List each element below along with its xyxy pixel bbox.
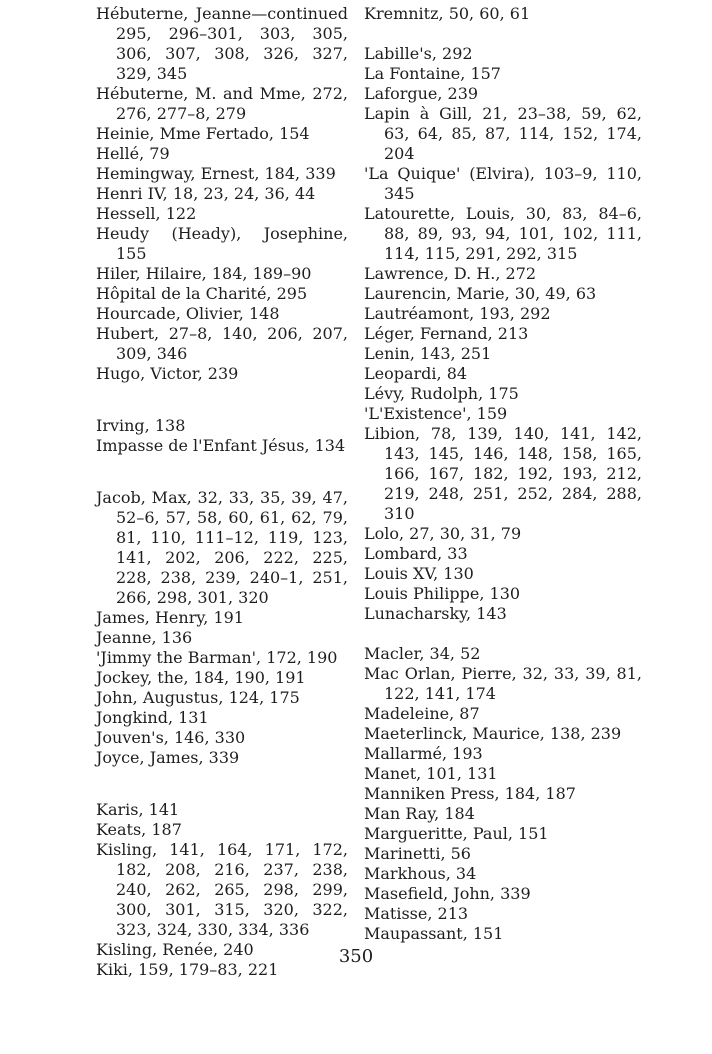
index-entry: Hébuterne, M. and Mme, 272, 276, 277–8, 279 [96,84,348,123]
index-entry: Hébuterne, Jeanne—continued 295, 296–301, 303, 305, 306, 307, 308, 326, 327, 329, 345 [96,4,348,83]
index-entry: Leopardi, 84 [364,364,468,383]
index-entry: Maupassant, 151 [364,924,504,943]
index-entry: Labille's, 292 [364,44,473,63]
index-entry: Hellé, 79 [96,144,170,163]
index-entry: Lautréamont, 193, 292 [364,304,551,323]
index-entry: Manniken Press, 184, 187 [364,784,576,803]
section-gap [364,624,642,644]
index-entry: Mac Orlan, Pierre, 32, 33, 39, 81, 122, 141, 174 [364,664,642,703]
index-entry: Jacob, Max, 32, 33, 35, 39, 47, 52–6, 57, 58, 60, 61, 62, 79, 81, 110, 111–12, 119, 123, 141, 202, 206, 222, 225, 228, 238, 239, 240–1, 251, 266, 298, 301, 320 [96,488,348,607]
index-entry: Marinetti, 56 [364,844,471,863]
index-entry: Jockey, the, 184, 190, 191 [96,668,306,687]
index-entry: Markhous, 34 [364,864,477,883]
section-gap [96,768,348,800]
index-entry: Kiki, 159, 179–83, 221 [96,960,279,979]
index-entry: Maeterlinck, Maurice, 138, 239 [364,724,622,743]
index-entry: James, Henry, 191 [96,608,244,627]
index-entry: Kisling, Renée, 240 [96,940,254,959]
page-number: 350 [338,946,374,967]
index-column-right [364,4,642,944]
index-entry: Libion, 78, 139, 140, 141, 142, 143, 145, 146, 148, 158, 165, 166, 167, 182, 192, 193, 212, 219, 248, 251, 252, 284, 288, 310 [364,424,642,523]
index-entry: Hubert, 27–8, 140, 206, 207, 309, 346 [96,324,348,363]
section-gap [96,456,348,488]
index-entry: Mallarmé, 193 [364,744,483,763]
index-entry: Léger, Fernand, 213 [364,324,529,343]
index-entry: Matisse, 213 [364,904,469,923]
index-entry: Henri IV, 18, 23, 24, 36, 44 [96,184,316,203]
index-entry: Jouven's, 146, 330 [96,728,246,747]
index-entry: John, Augustus, 124, 175 [96,688,300,707]
index-entry: Manet, 101, 131 [364,764,498,783]
index-entry: Hugo, Victor, 239 [96,364,239,383]
index-entry: Hôpital de la Charité, 295 [96,284,308,303]
index-entry: Hessell, 122 [96,204,197,223]
index-entry: Impasse de l'Enfant Jésus, 134 [96,436,346,455]
index-entry: 'Jimmy the Barman', 172, 190 [96,648,338,667]
index-entry: Lenin, 143, 251 [364,344,492,363]
index-entry: Heinie, Mme Fertado, 154 [96,124,310,143]
index-entry: Louis XV, 130 [364,564,474,583]
index-entry: Hiler, Hilaire, 184, 189–90 [96,264,312,283]
section-gap [364,24,642,44]
index-entry: Masefield, John, 339 [364,884,531,903]
index-entry: Latourette, Louis, 30, 83, 84–6, 88, 89, 93, 94, 101, 102, 111, 114, 115, 291, 292, 315 [364,204,642,263]
index-entry: Lombard, 33 [364,544,468,563]
section-gap [96,384,348,416]
index-entry: Keats, 187 [96,820,182,839]
index-entry: Margueritte, Paul, 151 [364,824,549,843]
index-entry: Madeleine, 87 [364,704,480,723]
index-entry: Kremnitz, 50, 60, 61 [364,4,531,23]
index-entry: Hemingway, Ernest, 184, 339 [96,164,336,183]
index-entry: Lawrence, D. H., 272 [364,264,537,283]
index-entry: Man Ray, 184 [364,804,475,823]
index-entry: Joyce, James, 339 [96,748,240,767]
index-entry: Jeanne, 136 [96,628,193,647]
index-entry: Louis Philippe, 130 [364,584,521,603]
index-entry: 'La Quique' (Elvira), 103–9, 110, 345 [364,164,642,203]
index-entry: Jongkind, 131 [96,708,209,727]
index-entry: Laforgue, 239 [364,84,479,103]
index-column-left [96,4,348,980]
index-entry: Heudy (Heady), Josephine, 155 [96,224,348,263]
index-entry: Lolo, 27, 30, 31, 79 [364,524,522,543]
index-entry: La Fontaine, 157 [364,64,501,83]
index-entry: Lapin à Gill, 21, 23–38, 59, 62, 63, 64, 85, 87, 114, 152, 174, 204 [364,104,642,163]
index-entry: Irving, 138 [96,416,186,435]
index-entry: Lunacharsky, 143 [364,604,507,623]
index-entry: Laurencin, Marie, 30, 49, 63 [364,284,597,303]
index-entry: Kisling, 141, 164, 171, 172, 182, 208, 216, 237, 238, 240, 262, 265, 298, 299, 300, 301, 315, 320, 322, 323, 324, 330, 334, 336 [96,840,348,939]
index-entry: Macler, 34, 52 [364,644,481,663]
index-entry: Karis, 141 [96,800,180,819]
index-entry: 'L'Existence', 159 [364,404,508,423]
index-entry: Lévy, Rudolph, 175 [364,384,519,403]
index-entry: Hourcade, Olivier, 148 [96,304,280,323]
